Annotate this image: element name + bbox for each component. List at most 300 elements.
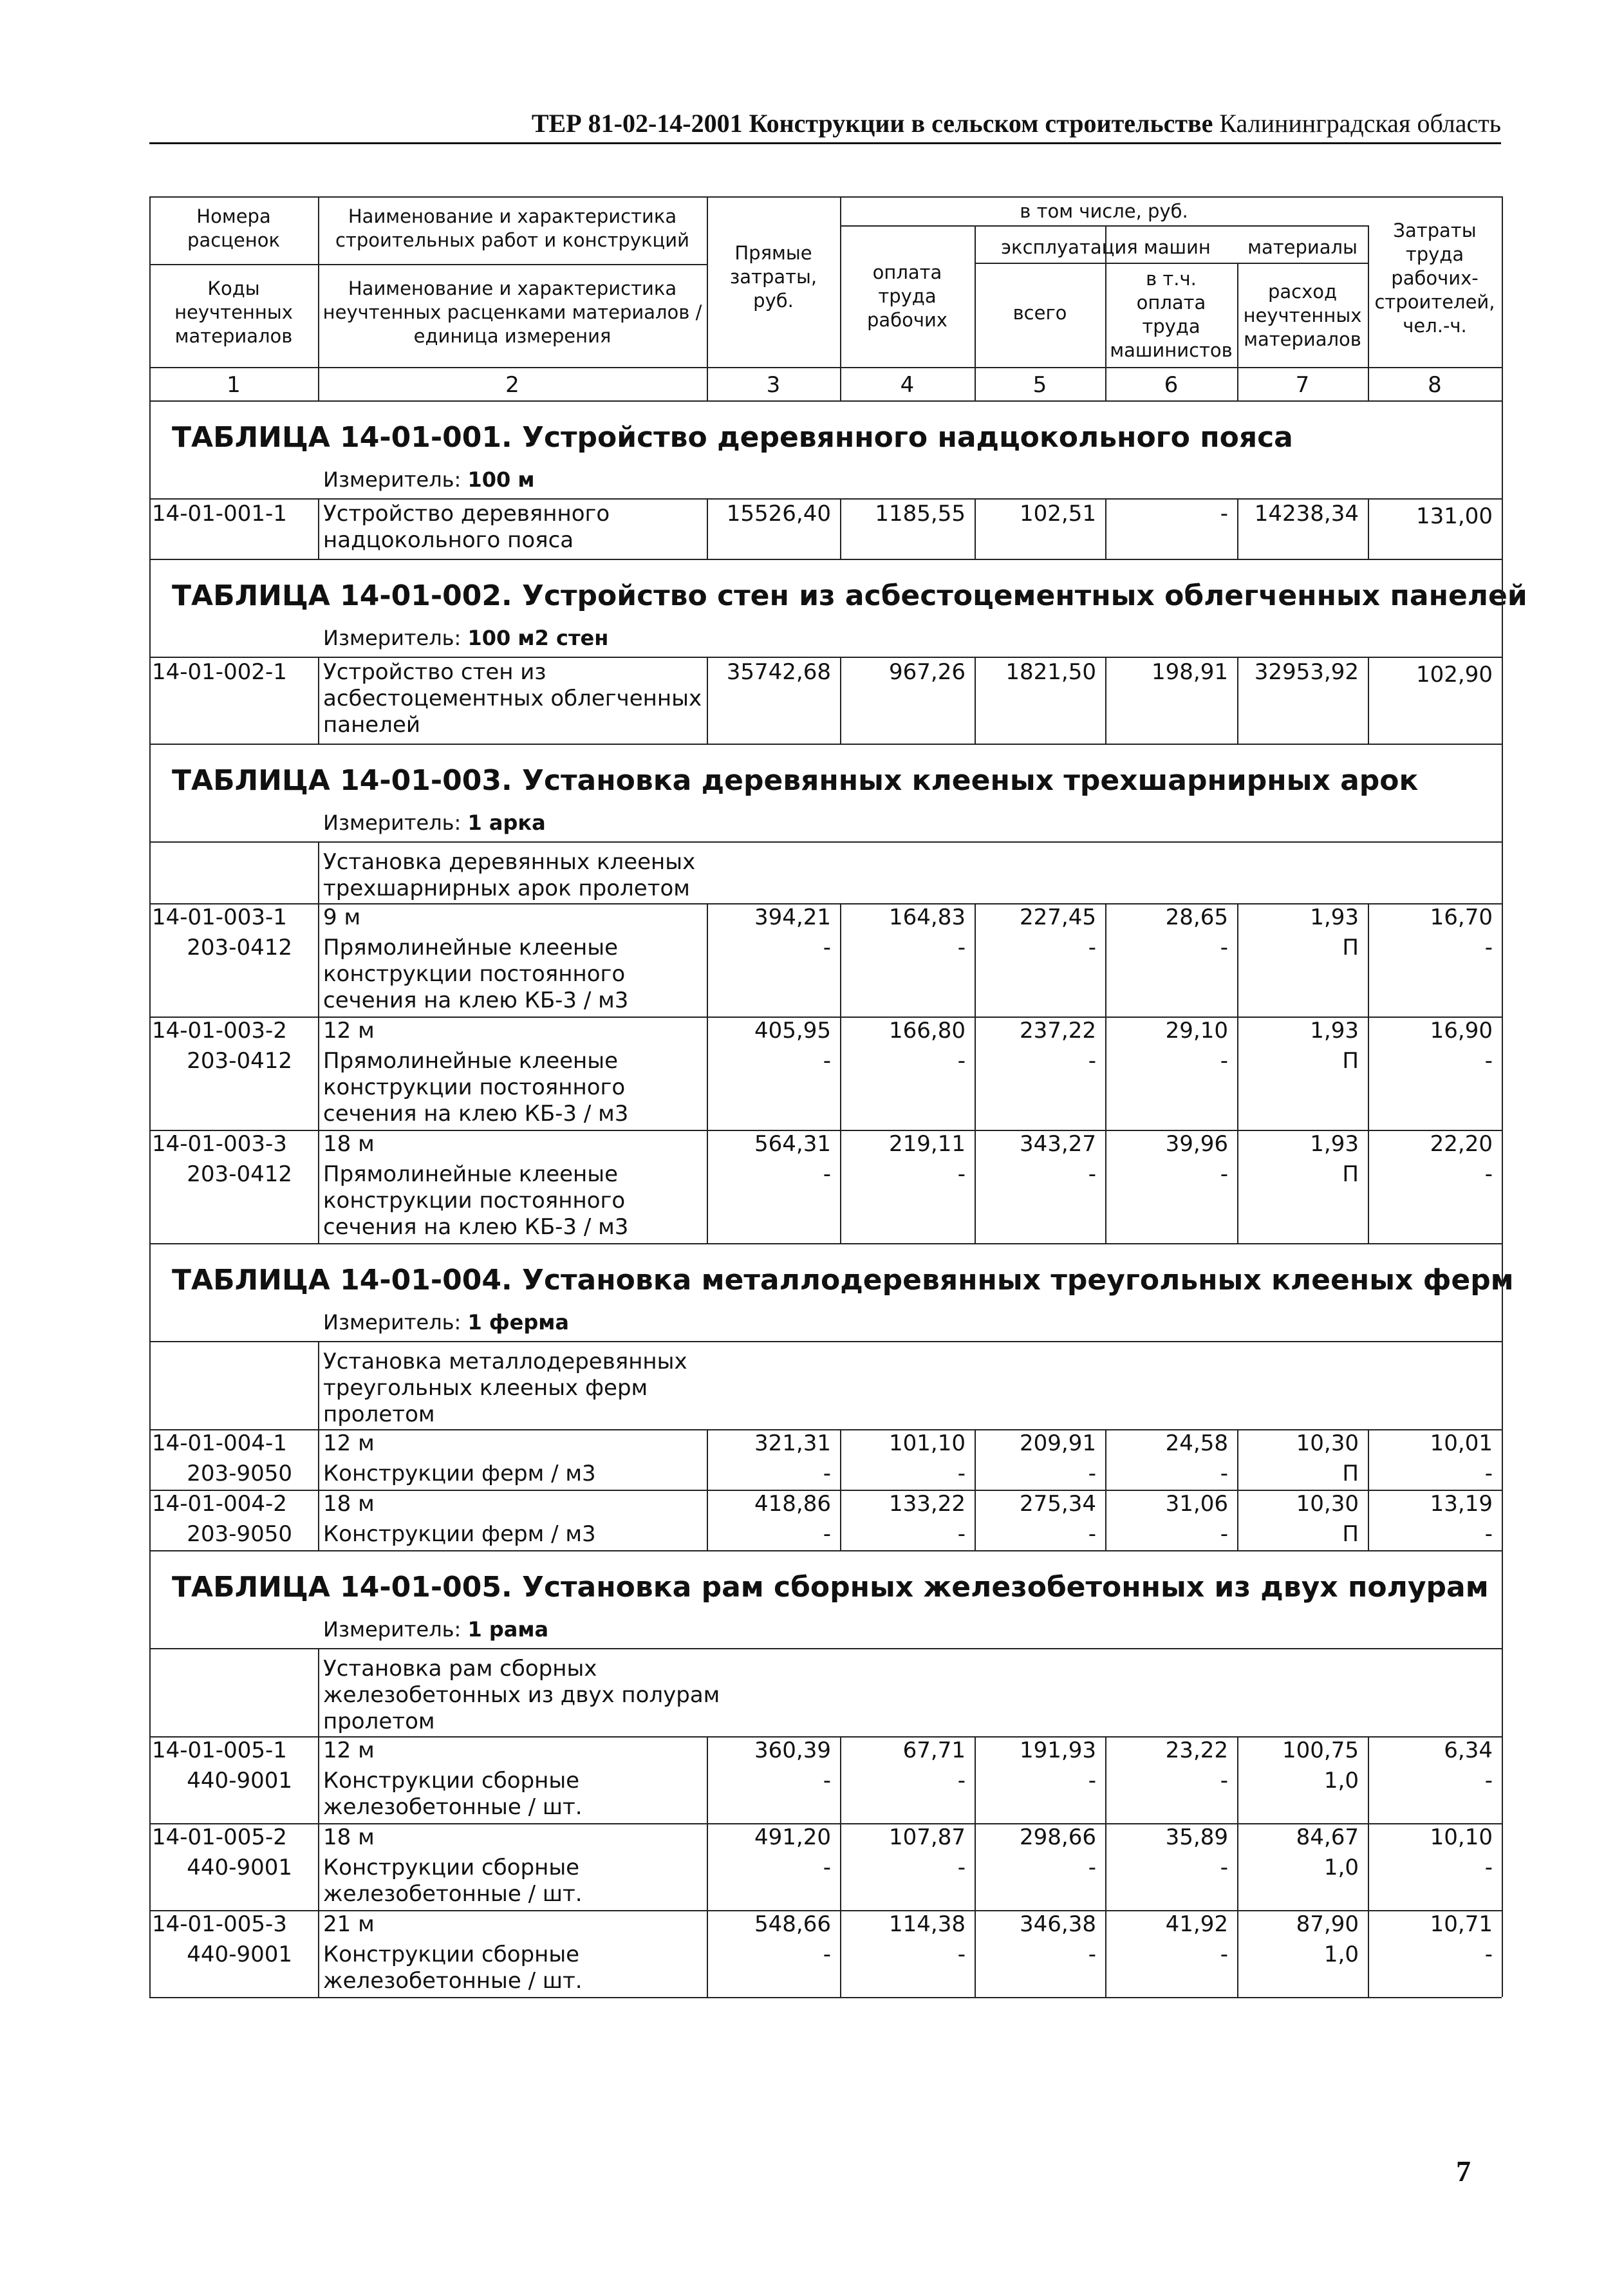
column-divider [149,1736,151,1823]
column-divider [840,1429,841,1490]
incl-split-line [840,225,1368,227]
work-name: Устройство стен из [323,659,546,685]
material-name: железобетонные / шт. [323,1881,583,1907]
materials-use: 1,93 [1310,1131,1359,1157]
material-direct-costs: - [823,1461,831,1486]
material-name: сечения на клею КБ-3 / м3 [323,1214,629,1240]
materials-use: 10,30 [1296,1430,1359,1456]
header-name-bottom: неучтенных расценками материалов / [322,301,702,323]
column-divider [707,1910,708,1997]
header-labor-hours: чел.-ч. [1403,315,1467,337]
labor-pay: 967,26 [889,659,966,685]
header-codes-bottom: материалов [174,325,293,347]
material-name: железобетонные / шт. [323,1794,583,1820]
materials-use: 100,75 [1282,1738,1359,1763]
column-divider [1237,1490,1238,1550]
header-labor-hours: Затраты [1393,220,1477,241]
measure-unit: Измеритель: 1 рама [323,1617,549,1642]
column-numbers-border [149,400,1502,402]
material-machinists-pay: - [1220,1521,1228,1547]
column-divider [1237,1736,1238,1823]
header-name-top: строительных работ и конструкций [335,229,689,251]
column-number: 6 [1164,372,1179,398]
materials-use: 32953,92 [1254,659,1359,685]
column-divider [1105,657,1106,744]
span-intro-text: трехшарнирных арок пролетом [323,876,690,901]
material-name: Конструкции сборные [323,1942,580,1967]
span-value: 18 м [323,1131,375,1157]
column-divider [318,1648,319,1736]
column-number: 3 [766,372,781,398]
header-machinists-pay: оплата [1136,292,1206,314]
material-labor-pay: - [957,1942,966,1967]
direct-costs: 405,95 [754,1018,831,1044]
material-code: 203-9050 [187,1461,292,1486]
rate-code: 14-01-005-1 [152,1738,287,1763]
material-machinists-pay: - [1220,1768,1228,1794]
column-divider [840,1736,841,1823]
column-divider [1502,1130,1503,1243]
material-direct-costs: - [823,1161,831,1187]
labor-pay: 219,11 [889,1131,966,1157]
header-name-bottom: единица измерения [413,325,611,347]
column-divider [707,498,708,559]
material-name: Прямолинейные клееные [323,1048,619,1074]
direct-costs: 491,20 [754,1824,831,1850]
machinists-pay: 35,89 [1165,1824,1228,1850]
span-intro-text: Установка металлодеревянных [323,1349,687,1374]
materials-use: 87,90 [1296,1911,1359,1937]
column-divider [149,841,151,903]
column-divider [318,657,319,744]
measure-unit: Измеритель: 100 м2 стен [323,626,609,650]
column-divider [975,1823,976,1910]
machinists-pay: 29,10 [1165,1018,1228,1044]
header-codes-bottom: неучтенных [174,301,293,323]
span-value: 18 м [323,1824,375,1850]
material-direct-costs: - [823,1768,831,1794]
material-labor-pay: - [957,1161,966,1187]
material-labor-hours: - [1484,1461,1493,1486]
column-divider [149,498,151,559]
header-bottom-border [149,367,1502,368]
column-divider [1237,498,1238,559]
column-divider [975,498,976,559]
materials-use: 14238,34 [1254,501,1359,527]
machinists-pay: 28,65 [1165,904,1228,930]
rate-code: 14-01-004-1 [152,1430,287,1456]
row-border [149,1243,1502,1244]
header-machinists-pay: в т.ч. [1146,268,1197,290]
work-name: надцокольного пояса [323,527,574,553]
column-divider [318,1130,319,1243]
material-machines-total: - [1088,1161,1096,1187]
column-divider [707,1017,708,1130]
column-divider [975,1017,976,1130]
column-divider [1502,1490,1503,1550]
material-code: 203-0412 [187,1048,292,1074]
column-divider [1502,1550,1503,1648]
material-labor-hours: - [1484,935,1493,960]
column-divider [1502,1243,1503,1341]
header-code: ТЕР 81-02-14-2001 [531,109,743,138]
column-divider [707,1736,708,1823]
material-labor-pay: - [957,1768,966,1794]
material-consumption: 1,0 [1323,1942,1359,1967]
column-number: 7 [1295,372,1310,398]
material-labor-pay: - [957,1521,966,1547]
span-intro-text: Установка рам сборных [323,1656,597,1682]
column-divider [840,903,841,1017]
measure-unit: Измеритель: 100 м [323,467,535,492]
column-divider [318,1017,319,1130]
machinists-pay: 31,06 [1165,1491,1228,1517]
column-divider [149,1017,151,1130]
column-divider [1502,1648,1503,1736]
labor-pay: 164,83 [889,904,966,930]
span-intro-text: Установка деревянных клееных [323,849,696,875]
materials-use: 10,30 [1296,1491,1359,1517]
column-divider [975,657,976,744]
column-divider [1368,657,1369,744]
labor-hours: 16,90 [1430,1018,1493,1044]
span-intro-text: пролетом [323,1709,435,1734]
header-machines: эксплуатация машин [1001,236,1211,258]
column-divider [1368,498,1369,559]
material-code: 440-9001 [187,1855,292,1880]
header-materials-use: неучтенных [1243,305,1362,326]
material-consumption: П [1342,935,1359,960]
material-consumption: П [1342,1048,1359,1074]
direct-costs: 418,86 [754,1491,831,1517]
header-direct-costs: руб. [753,290,794,312]
table-title: ТАБЛИЦА 14-01-003. Установка деревянных клееных трехшарнирных арок [172,764,1419,797]
direct-costs: 394,21 [754,904,831,930]
labor-hours: 13,19 [1430,1491,1493,1517]
measure-value: 1 арка [467,811,546,835]
machines-total: 209,91 [1020,1430,1096,1456]
column-divider [318,1736,319,1823]
header-labor-pay: труда [878,285,937,307]
material-name: Прямолинейные клееные [323,935,619,960]
table-title: ТАБЛИЦА 14-01-005. Установка рам сборных железобетонных из двух полурам [172,1571,1489,1604]
rate-code: 14-01-004-2 [152,1491,287,1517]
header-split-line [149,264,707,265]
header-column-divider [1502,196,1503,400]
material-machines-total: - [1088,1855,1096,1880]
rate-code: 14-01-005-3 [152,1911,287,1937]
material-code: 440-9001 [187,1942,292,1967]
header-labor-hours: рабочих- [1391,267,1479,289]
rate-code: 14-01-005-2 [152,1824,287,1850]
column-divider [1105,903,1106,1017]
machinists-pay: 39,96 [1165,1131,1228,1157]
row-border [149,1997,1502,1998]
column-divider [1105,1736,1106,1823]
column-divider [149,1823,151,1910]
column-divider [707,1130,708,1243]
materials-use: 1,93 [1310,1018,1359,1044]
machinists-pay: 24,58 [1165,1430,1228,1456]
material-direct-costs: - [823,1855,831,1880]
direct-costs: 35742,68 [726,659,831,685]
column-divider [1368,1823,1369,1910]
labor-pay: 107,87 [889,1824,966,1850]
column-divider [1368,1736,1369,1823]
material-labor-hours: - [1484,1942,1493,1967]
material-labor-pay: - [957,935,966,960]
material-machinists-pay: - [1220,1461,1228,1486]
labor-pay: 67,71 [902,1738,966,1763]
material-direct-costs: - [823,935,831,960]
column-divider [840,1490,841,1550]
column-divider [707,657,708,744]
column-divider [149,1130,151,1243]
column-divider [149,400,151,498]
column-divider [149,1429,151,1490]
measure-border [149,841,1502,843]
column-divider [318,903,319,1017]
materials-use: 84,67 [1296,1824,1359,1850]
row-border [149,744,1502,745]
material-machines-total: - [1088,1942,1096,1967]
column-divider [1502,498,1503,559]
labor-pay: 114,38 [889,1911,966,1937]
table-title: ТАБЛИЦА 14-01-004. Установка металлодеревянных треугольных клееных ферм [172,1264,1514,1297]
column-divider [1368,1910,1369,1997]
column-divider [840,657,841,744]
column-divider [1368,903,1369,1017]
measure-value: 1 ферма [467,1310,569,1335]
material-machines-total: - [1088,935,1096,960]
span-value: 12 м [323,1018,375,1044]
header-direct-costs: затраты, [729,266,817,288]
rate-code: 14-01-003-3 [152,1131,287,1157]
header-name-bottom: Наименование и характеристика [348,277,677,299]
material-machinists-pay: - [1220,1942,1228,1967]
material-consumption: П [1342,1461,1359,1486]
labor-hours: 10,10 [1430,1824,1493,1850]
column-divider [1502,1910,1503,1997]
column-number: 2 [505,372,519,398]
labor-hours: 16,70 [1430,904,1493,930]
column-divider [149,1341,151,1429]
labor-hours: 22,20 [1430,1131,1493,1157]
column-divider [149,559,151,657]
column-divider [318,841,319,903]
column-number: 4 [900,372,915,398]
material-name: конструкции постоянного [323,961,626,987]
rate-code: 14-01-003-2 [152,1018,287,1044]
measure-border [149,498,1502,500]
material-consumption: 1,0 [1323,1768,1359,1794]
material-direct-costs: - [823,1521,831,1547]
span-intro-text: пролетом [323,1401,435,1427]
machinists-pay: - [1220,501,1228,527]
measure-border [149,1341,1502,1342]
work-name: асбестоцементных облегченных [323,686,702,711]
material-machines-total: - [1088,1048,1096,1074]
header-direct-costs: Прямые [734,242,812,264]
material-labor-hours: - [1484,1161,1493,1187]
column-divider [975,1910,976,1997]
header-machinists-pay: машинистов [1110,339,1233,361]
span-value: 9 м [323,904,361,930]
column-divider [1502,1736,1503,1823]
machines-total: 346,38 [1020,1911,1096,1937]
column-divider [318,1429,319,1490]
row-border [149,1550,1502,1551]
column-divider [840,1130,841,1243]
measure-border [149,657,1502,658]
column-divider [318,1823,319,1910]
column-divider [1237,657,1238,744]
material-name: конструкции постоянного [323,1188,626,1213]
header-machines-total: всего [1013,302,1067,324]
row-border [149,559,1502,560]
column-divider [975,1130,976,1243]
material-consumption: 1,0 [1323,1855,1359,1880]
column-divider [318,1910,319,1997]
column-divider [1368,1490,1369,1550]
column-divider [840,1017,841,1130]
column-divider [149,1550,151,1648]
machines-total: 191,93 [1020,1738,1096,1763]
column-divider [318,1490,319,1550]
machines-total: 227,45 [1020,904,1096,930]
column-divider [1502,657,1503,744]
header-materials-use: материалов [1244,328,1361,350]
header-title: Конструкции в сельском строительстве [749,109,1213,138]
column-divider [1368,1017,1369,1130]
machines-total: 275,34 [1020,1491,1096,1517]
labor-hours: 10,71 [1430,1911,1493,1937]
column-divider [975,903,976,1017]
material-name: железобетонные / шт. [323,1968,583,1994]
machines-total: 237,22 [1020,1018,1096,1044]
labor-hours: 102,90 [1416,662,1493,688]
column-number: 5 [1032,372,1047,398]
column-divider [149,903,151,1017]
span-value: 12 м [323,1430,375,1456]
column-divider [149,1648,151,1736]
column-divider [1368,1429,1369,1490]
measure-value: 100 м [467,467,535,492]
material-name: Прямолинейные клееные [323,1161,619,1187]
material-machines-total: - [1088,1768,1096,1794]
material-code: 440-9001 [187,1768,292,1794]
column-divider [1237,1130,1238,1243]
column-divider [1237,1823,1238,1910]
column-divider [149,657,151,744]
machinists-pay: 198,91 [1152,659,1228,685]
column-divider [1502,744,1503,841]
material-machines-total: - [1088,1521,1096,1547]
direct-costs: 564,31 [754,1131,831,1157]
column-divider [149,1490,151,1550]
column-divider [1105,1823,1106,1910]
header-codes-top: Номера [196,205,271,227]
header-labor-pay: оплата [872,261,942,283]
header-including: в том числе, руб. [1020,200,1188,222]
material-machinists-pay: - [1220,1048,1228,1074]
material-consumption: П [1342,1521,1359,1547]
material-machinists-pay: - [1220,935,1228,960]
span-intro-text: железобетонных из двух полурам [323,1682,720,1708]
column-divider [318,1341,319,1429]
labor-hours: 6,34 [1444,1738,1493,1763]
work-name: Устройство деревянного [323,501,610,527]
machines-total: 102,51 [1020,501,1096,527]
running-header [149,108,1501,144]
header-codes-bottom: Коды [207,277,260,299]
labor-pay: 166,80 [889,1018,966,1044]
header-top-border [149,196,1502,198]
header-materials: материалы [1247,236,1358,258]
work-name: панелей [323,712,420,738]
column-divider [1502,1017,1503,1130]
column-divider [1105,1130,1106,1243]
column-divider [1105,498,1106,559]
header-name-top: Наименование и характеристика [348,205,677,227]
column-number: 8 [1428,372,1442,398]
material-labor-hours: - [1484,1048,1493,1074]
material-labor-pay: - [957,1855,966,1880]
column-divider [1105,1017,1106,1130]
column-divider [1502,841,1503,903]
column-divider [707,1490,708,1550]
column-divider [1502,903,1503,1017]
column-divider [975,1736,976,1823]
span-value: 12 м [323,1738,375,1763]
column-divider [1502,559,1503,657]
material-machinists-pay: - [1220,1161,1228,1187]
table-title: ТАБЛИЦА 14-01-002. Устройство стен из асбестоцементных облегченных панелей [172,579,1527,612]
labor-pay: 133,22 [889,1491,966,1517]
column-divider [1502,1823,1503,1910]
material-labor-hours: - [1484,1855,1493,1880]
material-name: Конструкции сборные [323,1768,580,1794]
header-labor-pay: рабочих [867,309,947,331]
header-machinists-pay: труда [1142,315,1200,337]
material-code: 203-0412 [187,1161,292,1187]
materials-use: 1,93 [1310,904,1359,930]
material-name: Конструкции ферм / м3 [323,1521,596,1547]
material-name: Конструкции сборные [323,1855,580,1880]
column-divider [1502,1429,1503,1490]
machines-total: 343,27 [1020,1131,1096,1157]
column-divider [840,498,841,559]
measure-unit: Измеритель: 1 арка [323,811,546,835]
material-labor-hours: - [1484,1521,1493,1547]
material-code: 203-9050 [187,1521,292,1547]
material-machinists-pay: - [1220,1855,1228,1880]
column-divider [975,1429,976,1490]
direct-costs: 548,66 [754,1911,831,1937]
material-machines-total: - [1088,1461,1096,1486]
machines-total: 1821,50 [1005,659,1096,685]
column-divider [149,1910,151,1997]
span-intro-text: треугольных клееных ферм [323,1375,648,1401]
column-divider [1237,1429,1238,1490]
header-labor-hours: строителей, [1374,291,1495,313]
column-divider [1502,400,1503,498]
column-divider [1237,1910,1238,1997]
material-name: конструкции постоянного [323,1074,626,1100]
machinists-pay: 23,22 [1165,1738,1228,1763]
labor-hours: 131,00 [1416,503,1493,529]
column-divider [1105,1910,1106,1997]
